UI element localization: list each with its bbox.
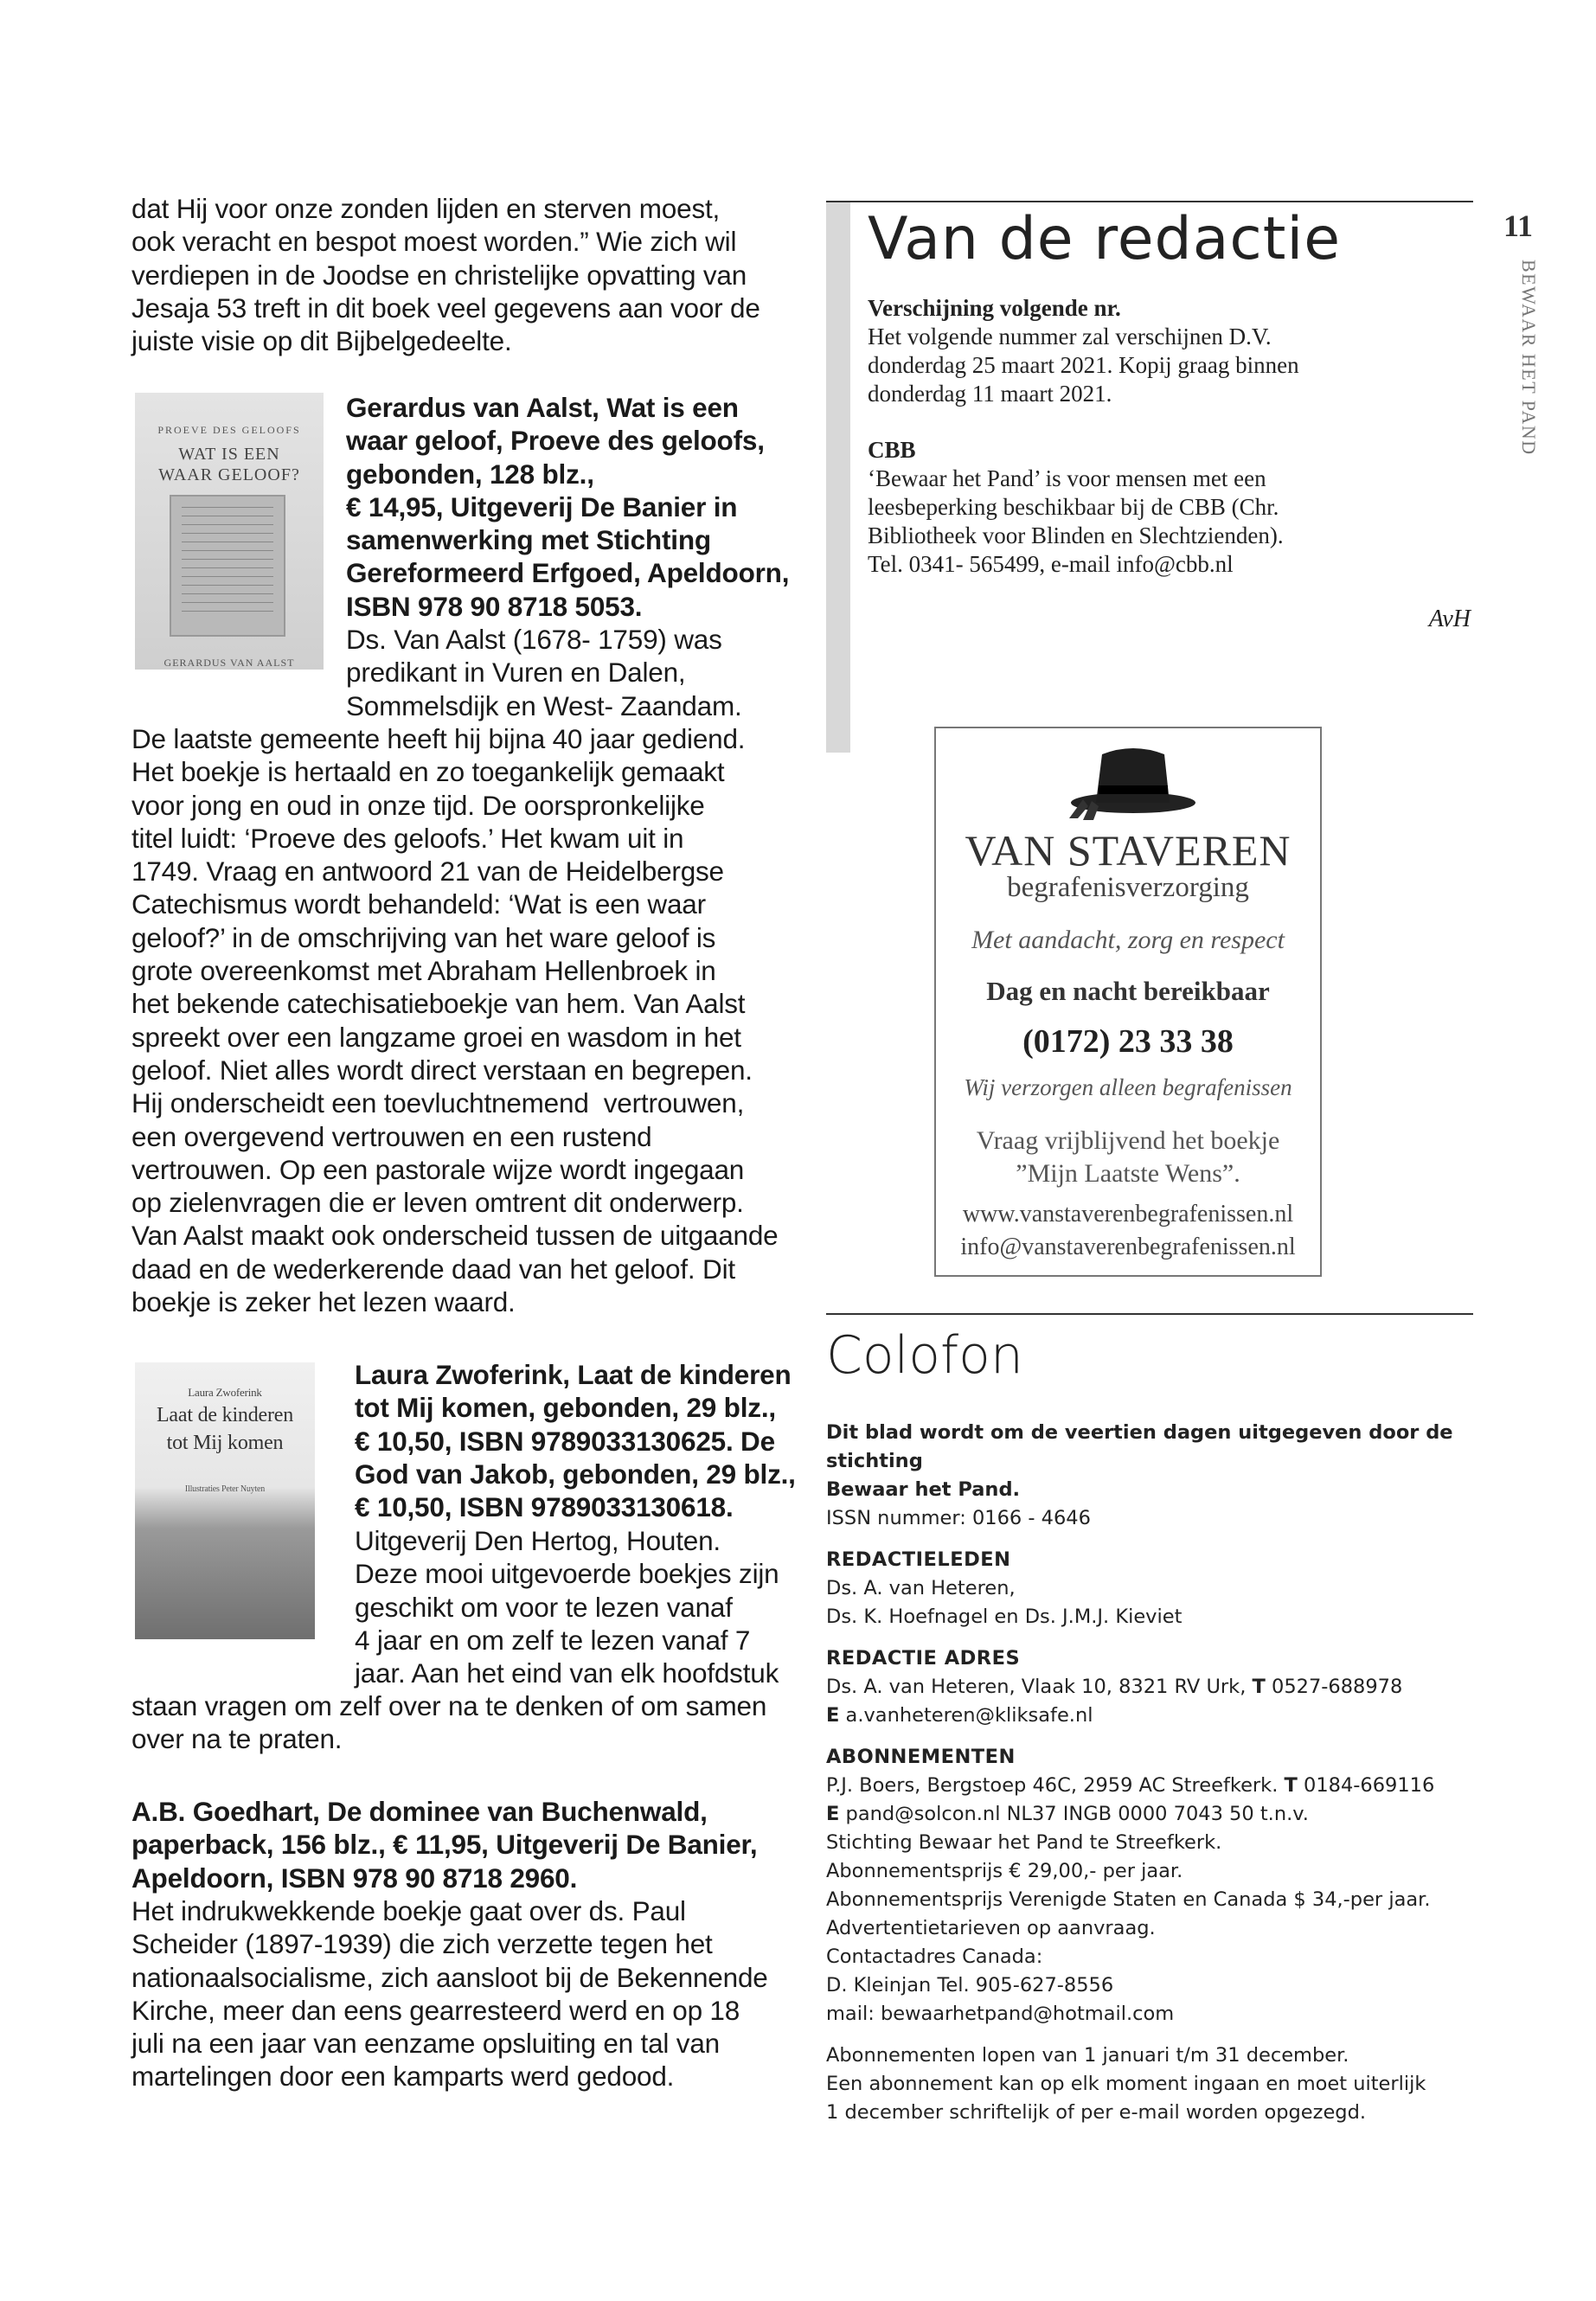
book3-reference — [131, 1795, 772, 1894]
colofon-ab-1 — [826, 1772, 1484, 1800]
text-line: Sommelsdijk en West- Zaandam. — [346, 689, 742, 721]
ad-company-name: VAN STAVEREN — [965, 826, 1292, 875]
text-line: geloof?’ in de omschrijving van het ware geloof is — [131, 921, 716, 953]
book-cover-wat-is-een-waar-geloof — [135, 393, 324, 670]
cover-parchment-image — [170, 495, 285, 637]
text-line: geschikt om voor te lezen vanaf — [355, 1591, 733, 1623]
colofon-ab-2 — [826, 1800, 1484, 1829]
colofon-redactieleden-1: Ds. A. van Heteren, — [826, 1577, 1016, 1599]
redactie-section-1 — [868, 294, 1473, 408]
top-hat-icon — [1057, 735, 1204, 822]
text-line: Tel. 0341- 565499, e-mail info@cbb.nl — [868, 551, 1234, 577]
text-line: Scheider (1897-1939) die zich verzette tegen het — [131, 1928, 713, 1960]
colofon-adres-t-label: T — [1252, 1676, 1266, 1698]
colofon-ab-4: Abonnementsprijs € 29,00,- per jaar. — [826, 1860, 1183, 1882]
book3-body — [131, 1894, 772, 2093]
book2-body — [131, 1689, 772, 1756]
colofon-title: Colofon — [826, 1325, 1023, 1386]
cover-author: Laura Zwoferink — [188, 1386, 262, 1399]
colofon-ab-6: Advertentietarieven op aanvraag. — [826, 1917, 1156, 1939]
text-line: leesbeperking beschikbaar bij de CBB (Chr. — [868, 494, 1279, 520]
text-line: Het indrukwekkende boekje gaat over ds. Paul — [131, 1895, 686, 1926]
text-line: Ds. Van Aalst (1678- 1759) was — [346, 624, 722, 655]
reference-line: gebonden, 128 blz., — [346, 458, 594, 490]
text-line: boekje is zeker het lezen waard. — [131, 1286, 516, 1318]
reference-line: € 10,50, ISBN 9789033130625. De — [355, 1425, 775, 1457]
text-line: grote overeenkomst met Abraham Hellenbroek in — [131, 955, 716, 987]
redactie-title: Van de redactie — [868, 205, 1342, 273]
colofon-intro-2: Bewaar het Pand. — [826, 1478, 1021, 1501]
ad-company-sub: begrafenisverzorging — [1007, 872, 1249, 903]
text-line: geloof. Niet alles wordt direct verstaan en begrepen. — [131, 1054, 753, 1086]
colofon-adres-email[interactable]: a.vanheteren@kliksafe.nl — [845, 1704, 1093, 1727]
text-line: 1749. Vraag en antwoord 21 van de Heidelbergse — [131, 856, 724, 888]
reference-line: € 14,95, Uitgeverij De Banier in — [346, 490, 738, 522]
redactie-s1-text — [868, 323, 1473, 408]
intro-paragraph — [131, 192, 772, 357]
text-line: Bibliotheek voor Blinden en Slechtzienden). — [868, 522, 1284, 548]
colofon-ab-7: Contactadres Canada: — [826, 1945, 1043, 1968]
text-line: donderdag 25 maart 2021. Kopij graag binnen — [868, 352, 1299, 378]
text-line: daad en de wederkerende daad van het geloof. Dit — [131, 1253, 735, 1285]
text-line: Hij onderscheidt een toevluchtnemend vertrouwen, — [131, 1087, 745, 1119]
colofon-ab-phone: 0184-669116 — [1304, 1774, 1435, 1797]
redactie-signature: AvH — [1428, 606, 1471, 632]
colofon-top-rule — [826, 1313, 1473, 1315]
reference-line: God van Jakob, gebonden, 29 blz., — [355, 1458, 796, 1490]
colofon-adres-2 — [826, 1702, 1484, 1730]
text-line: Het volgende nummer zal verschijnen D.V. — [868, 324, 1272, 349]
ad-only: Wij verzorgen alleen begrafenissen — [964, 1074, 1292, 1100]
cover-title-2: WAAR GELOOF? — [158, 465, 300, 484]
text-line: De laatste gemeente heeft hij bijna 40 jaar gediend. — [131, 723, 746, 754]
text-line: martelingen door een kamparts werd gedood. — [131, 2061, 675, 2093]
page-number: 11 — [1503, 208, 1534, 243]
colofon-adres-1 — [826, 1673, 1484, 1702]
colofon-end-2: Een abonnement kan op elk moment ingaan en moet uiterlijk — [826, 2073, 1426, 2095]
reference-line: A.B. Goedhart, De dominee van Buchenwald, — [131, 1796, 708, 1827]
reference-line: waar geloof, Proeve des geloofs, — [346, 425, 765, 457]
text-line: vertrouwen. Op een pastorale wijze wordt ingegaan — [131, 1153, 745, 1185]
redactie-s2-text — [868, 465, 1473, 579]
reference-line: Gereformeerd Erfgoed, Apeldoorn, — [346, 557, 790, 589]
text-line: op zielenvragen die er leven omtrent dit onderwerp. — [131, 1187, 744, 1219]
ad-slogan: Met aandacht, zorg en respect — [971, 926, 1285, 954]
text-line: ‘Bewaar het Pand’ is voor mensen met een — [868, 465, 1266, 491]
text-line: Jesaja 53 treft in dit boek veel gegevens aan voor de — [131, 292, 760, 324]
text-line: spreekt over een langzame groei en wasdom in het — [131, 1021, 741, 1053]
book-cover-laat-de-kinderen — [135, 1362, 315, 1639]
cover-title-1: Laat de kinderen — [156, 1404, 294, 1426]
colofon-abonnementen-heading: ABONNEMENTEN — [826, 1746, 1016, 1768]
cover-series: PROEVE DES GELOOFS — [157, 424, 301, 436]
ad-phone: (0172) 23 33 38 — [1022, 1023, 1234, 1060]
reference-line: Gerardus van Aalst, Wat is een — [346, 392, 739, 423]
funeral-advertisement — [934, 727, 1322, 1277]
text-line: Het boekje is hertaald en zo toegankelijk gemaakt — [131, 756, 725, 788]
colofon-redactieleden-heading: REDACTIELEDEN — [826, 1548, 1011, 1571]
colofon-body — [826, 1419, 1484, 2127]
ad-available: Dag en nacht bereikbaar — [986, 976, 1270, 1006]
book1-body — [131, 722, 779, 1318]
cover-author: GERARDUS VAN AALST — [163, 657, 295, 669]
redactie-s2-heading: CBB — [868, 437, 916, 463]
colofon-end-1: Abonnementen lopen van 1 januari t/m 31 december. — [826, 2044, 1349, 2067]
text-line: donderdag 11 maart 2021. — [868, 381, 1112, 407]
colofon-adres-phone: 0527-688978 — [1272, 1676, 1403, 1698]
reference-line: Laura Zwoferink, Laat de kinderen — [355, 1359, 792, 1390]
book2-side-text — [355, 1524, 779, 1689]
colofon-ab-3: Stichting Bewaar het Pand te Streefkerk. — [826, 1831, 1222, 1854]
text-line: predikant in Vuren en Dalen, — [346, 657, 686, 689]
cover-title-1: WAT IS EEN — [178, 445, 280, 464]
ad-ask-2: ”Mijn Laatste Wens”. — [1016, 1159, 1240, 1188]
book1-side-text — [346, 623, 779, 722]
text-line: over na te praten. — [131, 1723, 343, 1755]
reference-line: ISBN 978 90 8718 5053. — [346, 590, 643, 622]
colofon-adres-heading: REDACTIE ADRES — [826, 1647, 1021, 1670]
text-line: Catechismus wordt behandeld: ‘Wat is een waar — [131, 888, 706, 920]
text-line: jaar. Aan het eind van elk hoofdstuk — [355, 1657, 779, 1689]
text-line: nationaalsocialisme, zich aansloot bij de Bekennende — [131, 1961, 768, 1993]
text-line: dat Hij voor onze zonden lijden en sterven moest, — [131, 193, 721, 224]
text-line: Kirche, meer dan eens gearresteerd werd en op 18 — [131, 1994, 740, 2026]
redactie-section-2 — [868, 436, 1473, 579]
colofon-ab-address: P.J. Boers, Bergstoep 46C, 2959 AC Streefkerk. — [826, 1774, 1279, 1797]
ad-email[interactable]: info@vanstaverenbegrafenissen.nl — [960, 1234, 1296, 1260]
text-line: Van Aalst maakt ook onderscheid tussen de uitgaande — [131, 1220, 779, 1252]
book2-reference — [355, 1358, 796, 1523]
text-line: ook veracht en bespot moest worden.” Wie zich wil — [131, 226, 737, 258]
book1-reference — [346, 391, 790, 623]
text-line: Uitgeverij Den Hertog, Houten. — [355, 1525, 721, 1556]
text-line: juli na een jaar van eenzame opsluiting en tal van — [131, 2028, 720, 2060]
colofon-redactieleden-2: Ds. K. Hoefnagel en Ds. J.M.J. Kieviet — [826, 1606, 1183, 1628]
running-title: BEWAAR HET PAND — [1518, 260, 1540, 456]
reference-line: tot Mij komen, gebonden, 29 blz., — [355, 1392, 776, 1424]
colofon-ab-5: Abonnementsprijs Verenigde Staten en Canada $ 34,-per jaar. — [826, 1888, 1431, 1911]
text-line: 4 jaar en om zelf te lezen vanaf 7 — [355, 1624, 751, 1656]
colofon-ab-email-bank: pand@solcon.nl NL37 INGB 0000 7043 50 t.n.v. — [845, 1803, 1309, 1825]
text-line: een overgevend vertrouwen en een rustend — [131, 1120, 652, 1152]
reference-line: Apeldoorn, ISBN 978 90 8718 2960. — [131, 1862, 578, 1894]
ad-website[interactable]: www.vanstaverenbegrafenissen.nl — [962, 1201, 1294, 1227]
reference-line: paperback, 156 blz., € 11,95, Uitgeverij De Banier, — [131, 1829, 758, 1861]
ad-ask-1: Vraag vrijblijvend het boekje — [976, 1126, 1280, 1155]
colofon-issn: ISSN nummer: 0166 - 4646 — [826, 1507, 1091, 1529]
redactie-s1-heading: Verschijning volgende nr. — [868, 295, 1121, 321]
colofon-end-3: 1 december schriftelijk of per e-mail worden opgezegd. — [826, 2101, 1367, 2124]
cover-illustrator: Illustraties Peter Nuyten — [184, 1484, 266, 1494]
redactie-side-bar — [826, 202, 850, 753]
cover-title-2: tot Mij komen — [166, 1432, 284, 1454]
colofon-ab-8: D. Kleinjan Tel. 905-627-8556 — [826, 1974, 1114, 1997]
text-line: Deze mooi uitgevoerde boekjes zijn — [355, 1558, 779, 1590]
colofon-adres-e-label: E — [826, 1704, 840, 1727]
text-line: titel luidt: ‘Proeve des geloofs.’ Het kwam uit in — [131, 822, 684, 854]
colofon-ab-e-label: E — [826, 1803, 840, 1825]
text-line: staan vragen om zelf over na te denken of om samen — [131, 1690, 767, 1721]
colofon-ab-9[interactable]: mail: bewaarhetpand@hotmail.com — [826, 2003, 1175, 2025]
colofon-ab-t-label: T — [1284, 1774, 1298, 1797]
reference-line: samenwerking met Stichting — [346, 524, 711, 556]
text-line: verdiepen in de Joodse en christelijke opvatting van — [131, 259, 747, 291]
text-line: het bekende catechisatieboekje van hem. Van Aalst — [131, 988, 746, 1020]
colofon-intro-1: Dit blad wordt om de veertien dagen uitgegeven door de stichting — [826, 1421, 1453, 1472]
colofon-adres-line: Ds. A. van Heteren, Vlaak 10, 8321 RV Urk, — [826, 1676, 1247, 1698]
reference-line: € 10,50, ISBN 9789033130618. — [355, 1491, 734, 1523]
text-line: juiste visie op dit Bijbelgedeelte. — [131, 325, 512, 357]
text-line: voor jong en oud in onze tijd. De oorspronkelijke — [131, 789, 705, 821]
